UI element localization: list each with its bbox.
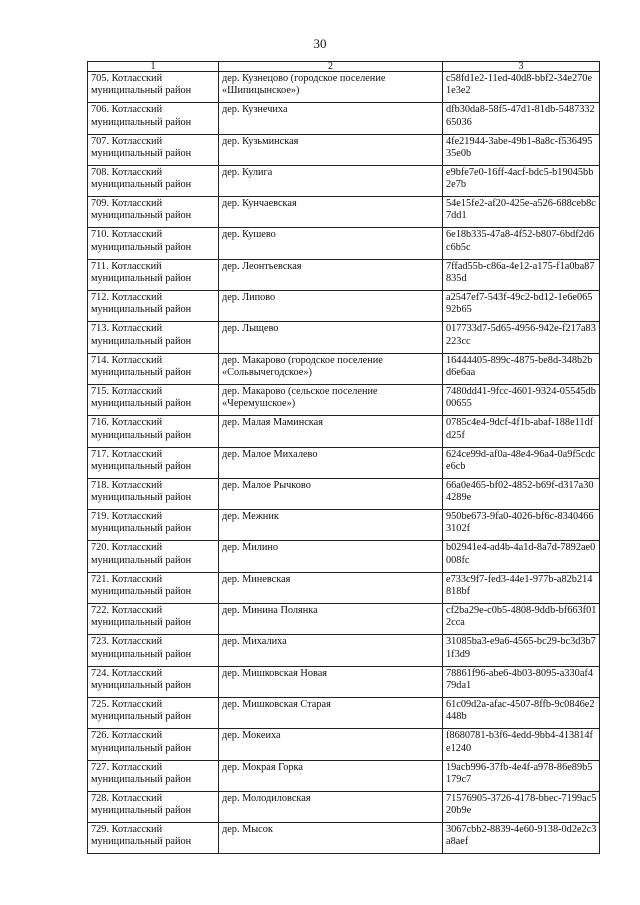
guid-cell: 6e18b335-47a8-4f52-b807-6bdf2d6c6b5c (443, 228, 600, 259)
settlement-cell: дер. Липово (219, 291, 443, 322)
settlement-cell: дер. Милино (219, 541, 443, 572)
table-row (88, 165, 600, 196)
municipality-cell: 708. Котласский муниципальный район (88, 165, 219, 196)
settlement-cell: дер. Молодиловская (219, 791, 443, 822)
municipality-cell: 728. Котласский муниципальный район (88, 791, 219, 822)
guid-cell: b02941e4-ad4b-4a1d-8a7d-7892ae0008fc (443, 541, 600, 572)
table-row (88, 447, 600, 478)
table-row (88, 416, 600, 447)
table-row (88, 228, 600, 259)
table-header-row (88, 62, 600, 72)
guid-cell: 0785c4e4-9dcf-4f1b-abaf-188e11dfd25f (443, 416, 600, 447)
municipality-cell: 727. Котласский муниципальный район (88, 760, 219, 791)
municipality-cell: 725. Котласский муниципальный район (88, 697, 219, 728)
guid-cell: 31085ba3-e9a6-4565-bc29-bc3d3b71f3d9 (443, 635, 600, 666)
table-row (88, 384, 600, 415)
municipality-cell: 711. Котласский муниципальный район (88, 259, 219, 290)
table-row (88, 322, 600, 353)
table-row (88, 134, 600, 165)
column-header-1: 1 (88, 62, 219, 72)
settlement-cell: дер. Малое Михалево (219, 447, 443, 478)
guid-cell: 950be673-9fa0-4026-bf6c-83404663102f (443, 510, 600, 541)
settlement-cell: дер. Михалиха (219, 635, 443, 666)
table-row (88, 478, 600, 509)
municipality-cell: 718. Котласский муниципальный район (88, 478, 219, 509)
settlement-cell: дер. Малая Маминская (219, 416, 443, 447)
guid-cell: 16444405-899c-4875-be8d-348b2bd6e6aa (443, 353, 600, 384)
municipality-cell: 715. Котласский муниципальный район (88, 384, 219, 415)
table-row (88, 197, 600, 228)
municipality-cell: 729. Котласский муниципальный район (88, 823, 219, 854)
table-body (88, 72, 600, 854)
table-row (88, 541, 600, 572)
municipality-cell: 716. Котласский муниципальный район (88, 416, 219, 447)
municipality-cell: 717. Котласский муниципальный район (88, 447, 219, 478)
table-row (88, 259, 600, 290)
settlement-cell: дер. Миневская (219, 572, 443, 603)
table-row (88, 510, 600, 541)
municipality-cell: 714. Котласский муниципальный район (88, 353, 219, 384)
table-row (88, 697, 600, 728)
settlement-cell: дер. Макарово (сельское поселение «Черемушское») (219, 384, 443, 415)
settlement-cell: дер. Кунчаевская (219, 197, 443, 228)
settlement-cell: дер. Межник (219, 510, 443, 541)
guid-cell: dfb30da8-58f5-47d1-81db-548733265036 (443, 103, 600, 134)
municipality-cell: 707. Котласский муниципальный район (88, 134, 219, 165)
guid-cell: 4fe21944-3abe-49b1-8a8c-f53649535e0b (443, 134, 600, 165)
table-row (88, 635, 600, 666)
guid-cell: e9bfe7e0-16ff-4acf-bdc5-b19045bb2e7b (443, 165, 600, 196)
settlement-cell: дер. Кузьминская (219, 134, 443, 165)
table-row (88, 72, 600, 103)
table-row (88, 791, 600, 822)
municipality-cell: 720. Котласский муниципальный район (88, 541, 219, 572)
table-row (88, 353, 600, 384)
municipality-cell: 705. Котласский муниципальный район (88, 72, 219, 103)
settlement-cell: дер. Мишковская Старая (219, 697, 443, 728)
guid-cell: 66a0e465-bf02-4852-b69f-d317a304289e (443, 478, 600, 509)
table-row (88, 291, 600, 322)
settlement-cell: дер. Малое Рычково (219, 478, 443, 509)
settlement-cell: дер. Лыщево (219, 322, 443, 353)
settlements-table (87, 61, 600, 854)
table-row (88, 760, 600, 791)
table-row (88, 604, 600, 635)
municipality-cell: 721. Котласский муниципальный район (88, 572, 219, 603)
table-row (88, 823, 600, 854)
guid-cell: 7480dd41-9fcc-4601-9324-05545db00655 (443, 384, 600, 415)
guid-cell: 78861f96-abe6-4b03-8095-a330af479da1 (443, 666, 600, 697)
guid-cell: c58fd1e2-11ed-40d8-bbf2-34e270e1e3e2 (443, 72, 600, 103)
table-row (88, 729, 600, 760)
guid-cell: cf2ba29e-c0b5-4808-9ddb-bf663f012cca (443, 604, 600, 635)
guid-cell: a2547ef7-543f-49c2-bd12-1e6e06592b65 (443, 291, 600, 322)
settlement-cell: дер. Мокрая Горка (219, 760, 443, 791)
settlement-cell: дер. Мишковская Новая (219, 666, 443, 697)
settlement-cell: дер. Кулига (219, 165, 443, 196)
municipality-cell: 726. Котласский муниципальный район (88, 729, 219, 760)
guid-cell: 61c09d2a-afac-4507-8ffb-9c0846e2448b (443, 697, 600, 728)
settlement-cell: дер. Мокеиха (219, 729, 443, 760)
guid-cell: 3067cbb2-8839-4e60-9138-0d2e2c3a8aef (443, 823, 600, 854)
table-row (88, 666, 600, 697)
municipality-cell: 706. Котласский муниципальный район (88, 103, 219, 134)
settlement-cell: дер. Кузнецово (городское поселение «Шипицынское») (219, 72, 443, 103)
guid-cell: 19acb996-37fb-4e4f-a978-86e89b5179c7 (443, 760, 600, 791)
column-header-3: 3 (443, 62, 600, 72)
municipality-cell: 722. Котласский муниципальный район (88, 604, 219, 635)
guid-cell: 7ffad55b-c86a-4e12-a175-f1a0ba87835d (443, 259, 600, 290)
municipality-cell: 713. Котласский муниципальный район (88, 322, 219, 353)
page-number: 30 (313, 36, 327, 51)
municipality-cell: 724. Котласский муниципальный район (88, 666, 219, 697)
municipality-cell: 723. Котласский муниципальный район (88, 635, 219, 666)
municipality-cell: 709. Котласский муниципальный район (88, 197, 219, 228)
municipality-cell: 719. Котласский муниципальный район (88, 510, 219, 541)
settlement-cell: дер. Минина Полянка (219, 604, 443, 635)
table-row (88, 103, 600, 134)
guid-cell: 624ce99d-af0a-48e4-96a4-0a9f5cdce6cb (443, 447, 600, 478)
settlement-cell: дер. Макарово (городское поселение «Сольвычегодское») (219, 353, 443, 384)
guid-cell: e733c9f7-fed3-44e1-977b-a82b214818bf (443, 572, 600, 603)
table-row (88, 572, 600, 603)
municipality-cell: 712. Котласский муниципальный район (88, 291, 219, 322)
guid-cell: 71576905-3726-4178-bbec-7199ac520b9e (443, 791, 600, 822)
settlement-cell: дер. Кузнечиха (219, 103, 443, 134)
municipality-cell: 710. Котласский муниципальный район (88, 228, 219, 259)
settlement-cell: дер. Мысок (219, 823, 443, 854)
guid-cell: 54e15fe2-af20-425e-a526-688ceb8c7dd1 (443, 197, 600, 228)
column-header-2: 2 (219, 62, 443, 72)
settlement-cell: дер. Кушево (219, 228, 443, 259)
guid-cell: 017733d7-5d65-4956-942e-f217a83223cc (443, 322, 600, 353)
settlement-cell: дер. Леонтьевская (219, 259, 443, 290)
guid-cell: f8680781-b3f6-4edd-9bb4-413814fe1240 (443, 729, 600, 760)
